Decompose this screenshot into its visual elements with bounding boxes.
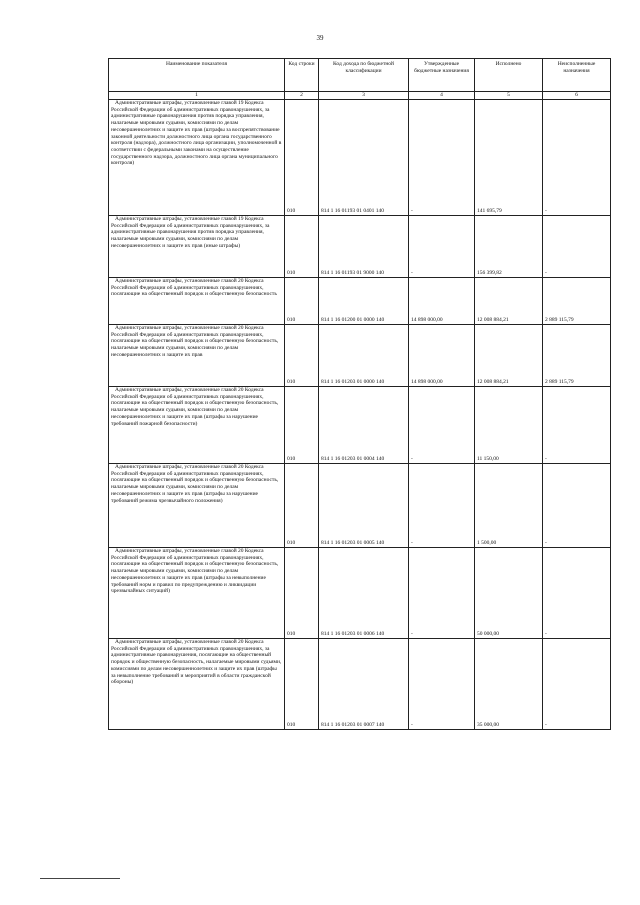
table-row xyxy=(109,639,611,730)
row-code: 010 xyxy=(285,387,319,464)
executed-value: 156 399,82 xyxy=(475,216,543,278)
approved-value: 14 898 000,00 xyxy=(409,325,475,387)
table-row xyxy=(109,100,611,216)
income-code: 814 1 16 01203 01 0006 140 xyxy=(319,548,409,639)
income-code: 814 1 16 01193 01 9000 140 xyxy=(319,216,409,278)
header-row xyxy=(109,59,611,92)
income-code: 814 1 16 01193 01 0401 140 xyxy=(319,100,409,216)
col-number: 4 xyxy=(409,92,475,100)
approved-value: - xyxy=(409,548,475,639)
table-row xyxy=(109,548,611,639)
row-code: 010 xyxy=(285,639,319,730)
unexecuted-value: 2 889 115,79 xyxy=(543,325,611,387)
row-code: 010 xyxy=(285,216,319,278)
table-row xyxy=(109,387,611,464)
row-name: Административные штрафы, установленные главой 20 Кодекса Российской Федерации об административных правонарушениях, посягающие на общественный порядок и общественную безопасность, налагаемые мировыми судьями, комиссиями по делам несовершеннолетних и защите их прав (штрафы за невыполнение требований норм и правил по предупреждению и ликвидации чрезвычайных ситуаций) xyxy=(111,548,279,595)
col-number: 6 xyxy=(543,92,611,100)
executed-value: 35 000,00 xyxy=(475,639,543,730)
col-number: 3 xyxy=(319,92,409,100)
income-code: 814 1 16 01203 01 0007 140 xyxy=(319,639,409,730)
row-name: Административные штрафы, установленные главой 20 Кодекса Российской Федерации об административных правонарушениях, посягающие на общественный порядок и общественную безопасность, налагаемые мировыми судьями, комиссиями по делам несовершеннолетних и защите их прав (штрафы за нарушение требований режима чрезвычайного положения) xyxy=(111,464,279,504)
row-name: Административные штрафы, установленные главой 20 Кодекса Российской Федерации об административных правонарушениях, посягающие на общественный порядок и общественную безопасность, налагаемые мировыми судьями, комиссиями по делам несовершеннолетних и защите их прав (штрафы за нарушение требований пожарной безопасности) xyxy=(111,387,279,427)
unexecuted-value: 2 889 115,79 xyxy=(543,278,611,325)
page-number: 39 xyxy=(316,34,324,42)
row-name: Административные штрафы, установленные главой 19 Кодекса Российской Федерации об административных правонарушениях, за административные правонарушения против порядка управления, налагаемые мировыми судьями, комиссиями по делам несовершеннолетних и защите их прав (штрафы за воспрепятствование законной деятельности должностного лица органа государственного контроля (надзора), должностного лица организации, уполномоченной в соответствии с федеральными законами на осуществление государственного надзора, должностного лица органа муниципального контроля) xyxy=(111,100,282,167)
approved-value: - xyxy=(409,464,475,548)
col-number: 1 xyxy=(109,92,285,100)
header-income-code: Код дохода по бюджетной классификации xyxy=(319,59,409,92)
footnote-divider xyxy=(40,878,120,879)
col-number: 2 xyxy=(285,92,319,100)
row-code: 010 xyxy=(285,464,319,548)
income-code: 814 1 16 01203 01 0000 140 xyxy=(319,325,409,387)
approved-value: - xyxy=(409,639,475,730)
budget-report-table xyxy=(108,58,611,730)
table-row xyxy=(109,216,611,278)
unexecuted-value: - xyxy=(543,548,611,639)
header-executed: Исполнено xyxy=(475,59,543,92)
approved-value: - xyxy=(409,387,475,464)
unexecuted-value: - xyxy=(543,639,611,730)
col-number: 5 xyxy=(475,92,543,100)
approved-value: - xyxy=(409,216,475,278)
income-code: 814 1 16 01203 01 0004 140 xyxy=(319,387,409,464)
row-code: 010 xyxy=(285,100,319,216)
header-name: Наименование показателя xyxy=(109,59,285,92)
income-code: 814 1 16 01203 01 0005 140 xyxy=(319,464,409,548)
row-name: Административные штрафы, установленные главой 20 Кодекса Российской Федерации об административных правонарушениях, посягающие на общественный порядок и общественную безопасность, налагаемые мировыми судьями, комиссиями по делам несовершеннолетних и защите их прав xyxy=(111,325,279,358)
column-number-row xyxy=(109,92,611,100)
income-code: 814 1 16 01200 01 0000 140 xyxy=(319,278,409,325)
header-unexecuted: Неисполненные назначения xyxy=(543,59,611,92)
table-row xyxy=(109,464,611,548)
row-name: Административные штрафы, установленные главой 20 Кодекса Российской Федерации об административных правонарушениях, за административные правонарушения, посягающие на общественный порядок и общественную безопасность, налагаемые мировыми судьями, комиссиями по делам несовершеннолетних и защите их прав (штрафы за невыполнение требований и мероприятий в области гражданской обороны) xyxy=(111,639,282,686)
header-row-code: Код строки xyxy=(285,59,319,92)
row-name: Административные штрафы, установленные главой 19 Кодекса Российской Федерации об административных правонарушениях, за административные правонарушения против порядка управления, налагаемые мировыми судьями, комиссиями по делам несовершеннолетних и защите их прав (иные штрафы) xyxy=(111,216,270,249)
approved-value: - xyxy=(409,100,475,216)
header-approved: Утвержденные бюджетные назначения xyxy=(409,59,475,92)
row-code: 010 xyxy=(285,278,319,325)
executed-value: 12 008 884,21 xyxy=(475,325,543,387)
table-row xyxy=(109,278,611,325)
row-code: 010 xyxy=(285,325,319,387)
unexecuted-value: - xyxy=(543,387,611,464)
unexecuted-value: - xyxy=(543,464,611,548)
table-row xyxy=(109,325,611,387)
unexecuted-value: - xyxy=(543,100,611,216)
executed-value: 1 500,00 xyxy=(475,464,543,548)
executed-value: 141 695,79 xyxy=(475,100,543,216)
approved-value: 14 898 000,00 xyxy=(409,278,475,325)
row-name: Административные штрафы, установленные главой 20 Кодекса Российской Федерации об административных правонарушениях, посягающие на общественный порядок и общественную безопасность xyxy=(111,278,277,298)
executed-value: 11 150,00 xyxy=(475,387,543,464)
unexecuted-value: - xyxy=(543,216,611,278)
executed-value: 50 000,00 xyxy=(475,548,543,639)
executed-value: 12 008 884,21 xyxy=(475,278,543,325)
row-code: 010 xyxy=(285,548,319,639)
